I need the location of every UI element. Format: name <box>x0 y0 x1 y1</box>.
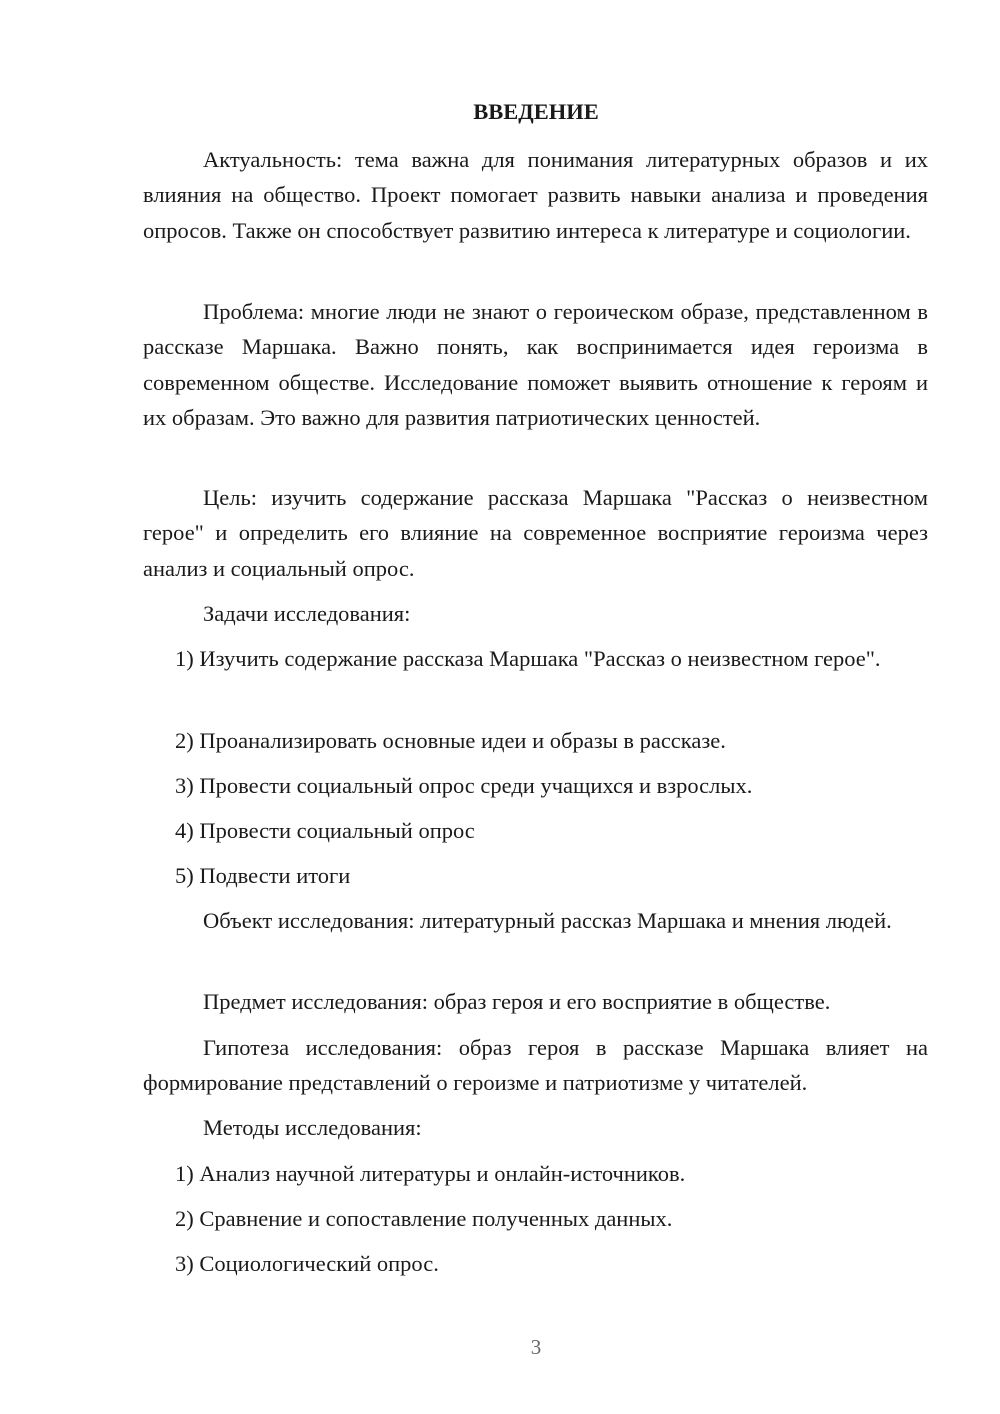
object-paragraph: Объект исследования: литературный рассказ Маршака и мнения людей. <box>203 908 892 933</box>
problem-paragraph: Проблема: многие люди не знают о героическом образе, представленном в рассказе Маршака. Важно понять, как воспринимается идея героизма в современном обществе. Исследование поможет выявить отношение к героям и их образам. Это важно для развития патриотических ценностей. <box>143 299 928 430</box>
methods-heading: Методы исследования: <box>203 1115 422 1140</box>
subject-paragraph: Предмет исследования: образ героя и его восприятие в обществе. <box>203 989 831 1014</box>
method-item-1: 1) Анализ научной литературы и онлайн-источников. <box>175 1161 686 1186</box>
relevance-paragraph: Актуальность: тема важна для понимания литературных образов и их влияния на общество. Проект помогает развить навыки анализа и проведения опросов. Также он способствует развитию интереса к литературе и социологии. <box>143 147 928 243</box>
page-number: 3 <box>530 1335 542 1359</box>
task-item-4: 4) Провести социальный опрос <box>175 818 475 843</box>
task-item-2: 2) Проанализировать основные идеи и образы в рассказе. <box>175 728 726 753</box>
hypothesis-paragraph: Гипотеза исследования: образ героя в рассказе Маршака влияет на формирование представлений о героизме и патриотизме у читателей. <box>143 1035 928 1096</box>
tasks-heading: Задачи исследования: <box>203 601 411 626</box>
page-title: ВВЕДЕНИЕ <box>473 99 599 124</box>
method-item-3: 3) Социологический опрос. <box>175 1251 439 1276</box>
goal-paragraph: Цель: изучить содержание рассказа Маршака "Рассказ о неизвестном герое" и определить его влияние на современное восприятие героизма через анализ и социальный опрос. <box>143 485 928 581</box>
task-item-1: 1) Изучить содержание рассказа Маршака "Рассказ о неизвестном герое". <box>175 646 881 671</box>
method-item-2: 2) Сравнение и сопоставление полученных данных. <box>175 1206 673 1231</box>
task-item-5: 5) Подвести итоги <box>175 863 351 888</box>
task-item-3: 3) Провести социальный опрос среди учащихся и взрослых. <box>175 773 753 798</box>
